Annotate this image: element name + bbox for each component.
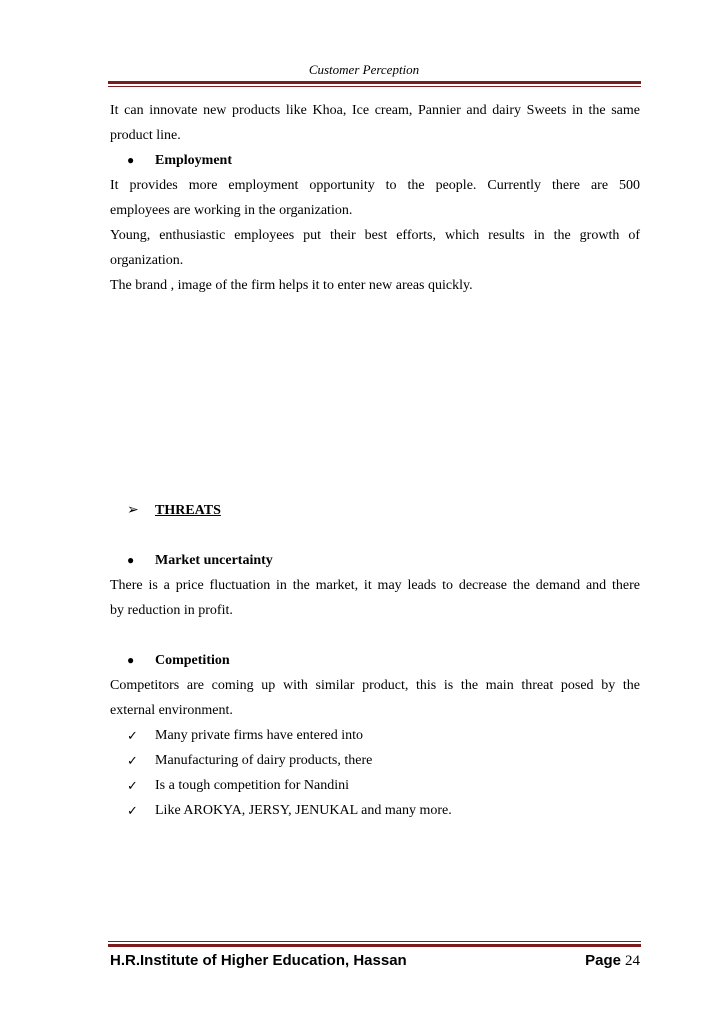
checklist-item-text: Manufacturing of dairy products, there [155,753,373,768]
footer-institute: H.R.Institute of Higher Education, Hassan [110,952,407,969]
footer-rule-thin [108,941,641,942]
checklist-item-text: Is a tough competition for Nandini [155,778,350,793]
checklist-item [127,723,640,748]
bullet-dot-icon: ● [127,153,135,167]
footer-page [585,952,640,970]
check-mark-icon: ✓ [127,728,138,743]
paragraph-market-cont: by reduction in profit. [110,603,233,618]
checklist-item-text: Like AROKYA, JERSY, JENUKAL and many more. [155,803,452,818]
competition-heading: Competition [155,653,230,668]
bullet-competition [127,648,640,673]
footer-page-label: Page [585,952,621,969]
paragraph-employment-cont: employees are working in the organization. [110,203,353,218]
paragraph-market: There is a price fluctuation in the market, it may leads to decrease the demand and there [110,578,640,593]
check-mark-icon: ✓ [127,753,138,768]
bullet-dot-icon: ● [127,653,135,667]
threats-heading-row [127,498,640,523]
spacer [110,523,640,548]
checklist-item [127,748,640,773]
blank-space [110,298,640,498]
checklist-item-text: Many private firms have entered into [155,728,363,743]
market-uncertainty-heading: Market uncertainty [155,553,273,568]
paragraph-brand: The brand , image of the firm helps it to enter new areas quickly. [110,278,473,293]
bullet-market-uncertainty [127,548,640,573]
header-rule-thin [108,86,641,87]
bullet-dot-icon: ● [127,553,135,567]
document-body [110,98,640,823]
spacer [110,623,640,648]
page-footer [110,952,640,970]
paragraph-young-cont: organization. [110,253,184,268]
arrow-right-icon: ➢ [127,503,139,518]
paragraph-young: Young, enthusiastic employees put their best efforts, which results in the growth of [110,228,640,243]
check-mark-icon: ✓ [127,778,138,793]
paragraph-innovate-cont: product line. [110,128,181,143]
bullet-employment [127,148,640,173]
footer-page-number: 24 [625,953,640,969]
employment-heading: Employment [155,153,232,168]
checklist-item [127,773,640,798]
footer-rule-thick [108,944,641,947]
paragraph-competition: Competitors are coming up with similar product, this is the main threat posed by the [110,678,640,693]
check-mark-icon: ✓ [127,803,138,818]
header-rule-thick [108,81,641,84]
paragraph-competition-cont: external environment. [110,703,233,718]
page-header-title: Customer Perception [308,62,420,77]
threats-heading: THREATS [155,503,221,518]
checklist-item [127,798,640,823]
paragraph-innovate: It can innovate new products like Khoa, Ice cream, Pannier and dairy Sweets in the same [110,103,640,118]
paragraph-employment: It provides more employment opportunity to the people. Currently there are 500 [110,178,640,193]
